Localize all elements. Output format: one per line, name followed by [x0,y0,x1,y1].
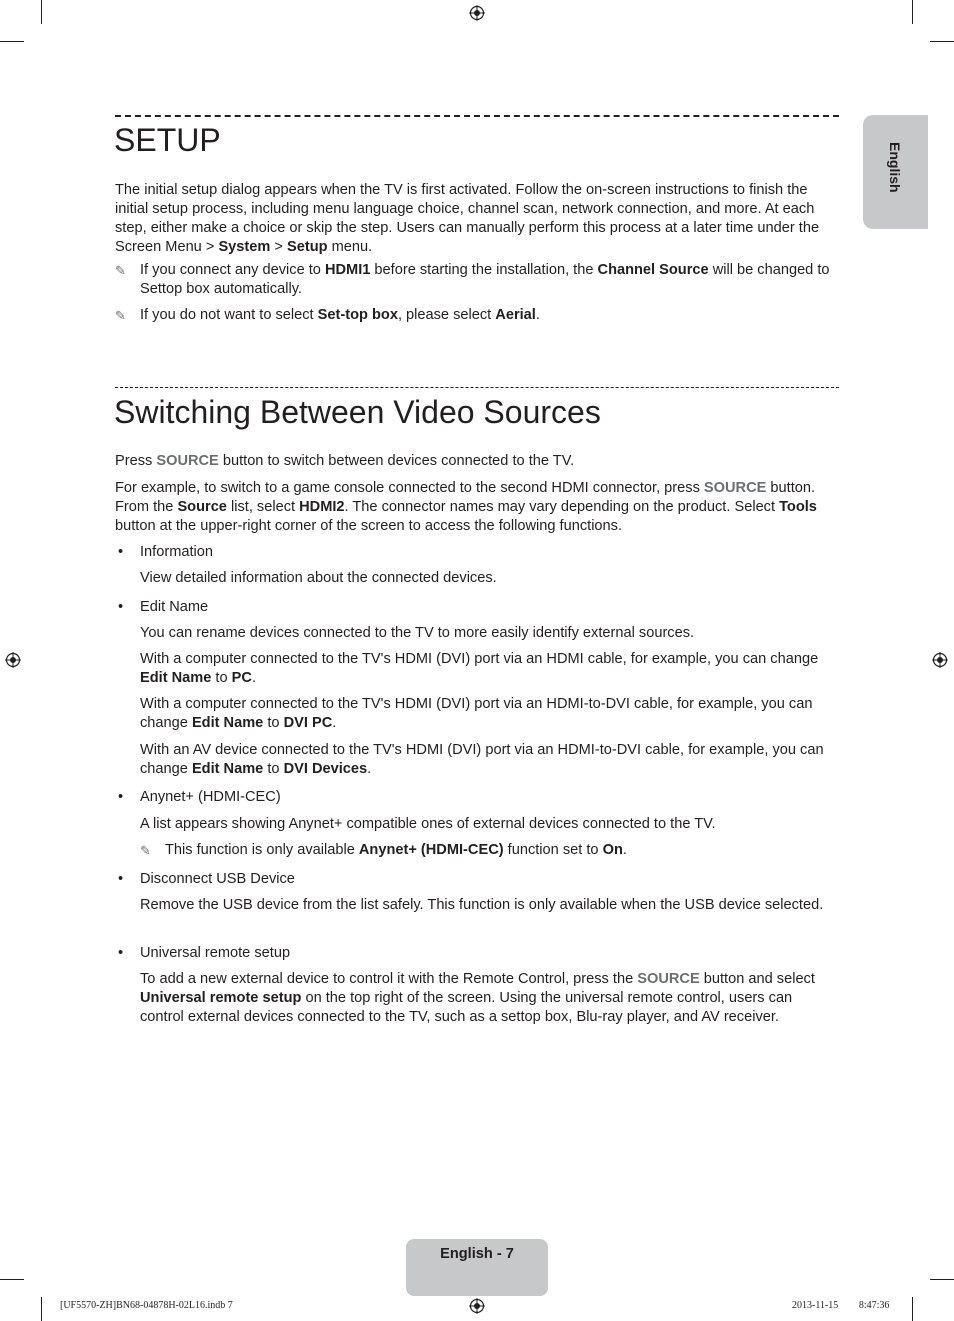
universal-remote-description: To add a new external device to control it with the Remote Control, press the SOURCE button and select Universal remote setup on the top right of the screen. Using the universal remote control, users can control external devices connected to the TV, such as a settop box, Blu-ray player, and AV receiver. [140,971,815,1025]
setup-note-text: If you do not want to select Set-top box, please select Aerial. [140,307,540,323]
bullet-dot: • [118,789,124,805]
edit-name-example-dvi-pc: With a computer connected to the TV's HDMI (DVI) port via an HDMI-to-DVI cable, for example, you can change Edit Name to DVI PC. [140,696,813,731]
note-pencil-icon: ✎ [115,263,126,278]
source-key-label: SOURCE [637,971,700,987]
print-slug-timestamp: 2013-11-15 ￿￿ 8:47:36 [792,1300,890,1311]
emphasis-text: PC [231,670,252,686]
emphasis-text: Setup [287,239,328,255]
emphasis-text: Channel Source [597,262,709,278]
emphasis-text: Edit Name [191,761,264,777]
emphasis-text: Set-top box [317,307,398,323]
emphasis-text: DVI Devices [283,761,368,777]
note-pencil-icon: ✎ [140,843,151,858]
crop-mark [41,1297,42,1321]
emphasis-text: Aerial [495,307,536,323]
emphasis-text: Universal remote setup [140,990,302,1006]
edit-name-description: You can rename devices connected to the TV to more easily identify external sources. [140,625,695,641]
registration-mark-icon [5,652,21,668]
bullet-title: Universal remote setup [140,945,291,961]
page-number-label: English - 7 [440,1246,514,1262]
crop-mark [930,41,954,42]
source-key-label: SOURCE [703,480,767,496]
setup-note-hdmi1 [115,261,841,299]
emphasis-text: HDMI1 [324,262,371,278]
setup-note-settop [115,306,841,325]
setup-note-text: If you connect any device to HDMI1 before starting the installation, the Channel Source will be changed to Settop box automatically. [140,262,830,297]
emphasis-text: On [602,842,623,858]
crop-mark [0,1279,24,1280]
emphasis-text: DVI PC [283,715,333,731]
section-divider [115,115,839,117]
bullet-edit-name [118,598,208,617]
emphasis-text: Edit Name [140,670,212,686]
bullet-disconnect-usb [118,870,295,889]
crop-mark [41,0,42,24]
registration-mark-icon [469,5,485,21]
bullet-dot: • [118,945,124,961]
emphasis-text: System [218,239,271,255]
bullet-anynet [118,788,281,807]
setup-heading: SETUP [114,122,221,158]
information-description: View detailed information about the connected devices. [140,570,497,586]
emphasis-text: HDMI2 [299,499,345,515]
setup-intro-paragraph: The initial setup dialog appears when the TV is first activated. Follow the on-screen instructions to finish the initial setup process, including menu language choice, channel scan, network connection, and more. At each step, either make a choice or skip the step. Users can manually perform this process at a later time under the Screen Menu > System > Setup menu. [115,182,820,255]
bullet-title: Anynet+ (HDMI-CEC) [140,789,281,805]
bullet-title: Information [140,544,214,560]
bullet-title: Edit Name [140,599,209,615]
source-key-label: SOURCE [156,453,219,469]
crop-mark [912,0,913,24]
switching-paragraph-press-source: Press SOURCE button to switch between devices connected to the TV. [115,453,575,469]
language-side-tab-label: English [887,142,903,193]
emphasis-text: Source [177,499,227,515]
note-pencil-icon: ✎ [115,308,126,323]
anynet-note-text: This function is only available Anynet+ (HDMI-CEC) function set to On. [165,842,627,858]
print-slug-file: [UF5570-ZH]BN68-04878H-02L16.indb 7 [60,1300,233,1311]
bullet-information [118,543,213,562]
crop-mark [0,41,24,42]
crop-mark [930,1279,954,1280]
switching-paragraph-example: For example, to switch to a game console connected to the second HDMI connector, press SOURCE button. From the Source list, select HDMI2. The connector names may vary depending on the product. Select Tools button at the upper-right corner of the screen to access the following functions. [115,480,817,534]
bullet-dot: • [118,599,124,615]
switching-heading: Switching Between Video Sources [114,394,601,430]
anynet-description: A list appears showing Anynet+ compatible ones of external devices connected to the TV. [140,816,716,832]
disconnect-usb-description: Remove the USB device from the list safely. This function is only available when the USB device selected. [140,897,824,913]
crop-mark [912,1297,913,1321]
emphasis-text: Anynet+ (HDMI-CEC) [358,842,504,858]
edit-name-example-pc: With a computer connected to the TV's HDMI (DVI) port via an HDMI cable, for example, you can change Edit Name to PC. [140,651,819,686]
registration-mark-icon [932,652,948,668]
emphasis-text: Tools [779,499,817,515]
registration-mark-icon [469,1298,485,1314]
anynet-note [140,841,840,860]
bullet-title: Disconnect USB Device [140,871,295,887]
bullet-dot: • [118,871,124,887]
edit-name-example-dvi-devices: With an AV device connected to the TV's HDMI (DVI) port via an HDMI-to-DVI cable, for example, you can change Edit Name to DVI Devices. [140,742,824,777]
section-divider [115,387,839,388]
emphasis-text: Edit Name [191,715,264,731]
bullet-universal-remote [118,944,290,963]
bullet-dot: • [118,544,124,560]
